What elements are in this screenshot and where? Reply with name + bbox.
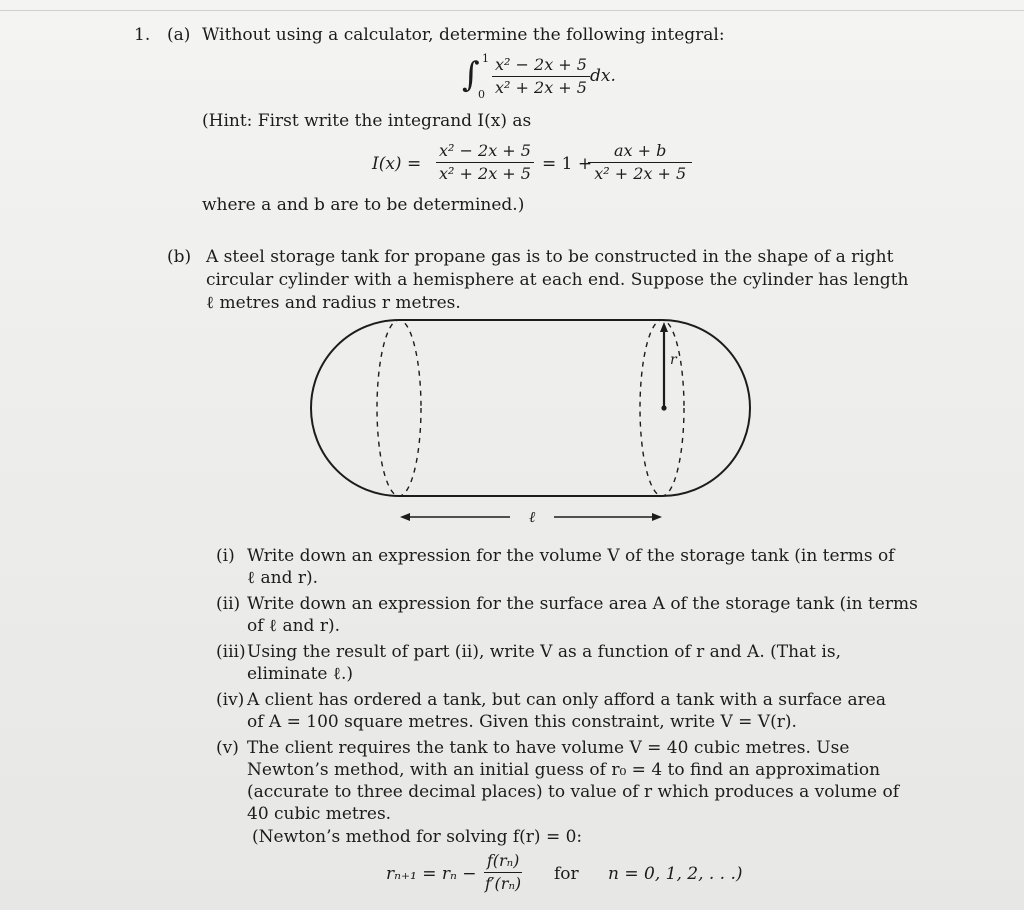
radius-center-dot — [661, 405, 666, 410]
newton-lhs: rₙ₊₁ = rₙ − — [386, 864, 477, 884]
sub-item-line: The client requires the tank to have volume V = 40 cubic metres. Use — [247, 738, 850, 758]
sub-item-tag: (iii) — [216, 642, 246, 662]
part-a-label: (a) — [167, 25, 191, 45]
sub-item-tag: (ii) — [216, 594, 241, 614]
sub-item-tag: (iv) — [216, 690, 245, 710]
sub-item-i — [216, 545, 895, 591]
sub-item-line: Using the result of part (ii), write V as a function of r and A. (That is, — [247, 642, 841, 662]
part-a-intro: Without using a calculator, determine the following integral: — [202, 25, 725, 45]
hint-intro: (Hint: First write the integrand I(x) as — [202, 111, 532, 131]
sub-item-line: of ℓ and r). — [247, 616, 341, 636]
hint-equation — [372, 140, 702, 192]
newton-denominator: f′(rₙ) — [485, 874, 522, 893]
newton-equation — [386, 850, 743, 900]
sub-item-line: eliminate ℓ.) — [247, 664, 354, 684]
hint-outro: where a and b are to be determined.) — [202, 195, 525, 215]
hint-denominator-2: x² + 2x + 5 — [594, 164, 687, 183]
left-cross-section — [377, 320, 421, 496]
sub-items-list — [216, 545, 918, 827]
sub-item-line: (accurate to three decimal places) to value of r which produces a volume of — [247, 782, 900, 802]
hint-fraction-1 — [436, 142, 534, 183]
newton-intro: (Newton’s method for solving f(r) = 0: — [252, 827, 583, 847]
part-b-line-3: ℓ metres and radius r metres. — [206, 293, 461, 313]
integrand-numerator: x² − 2x + 5 — [492, 56, 590, 77]
newton-fraction — [482, 852, 524, 893]
newton-range: n = 0, 1, 2, . . .) — [608, 864, 743, 884]
sub-item-v — [216, 737, 900, 827]
radius-arrowhead — [660, 322, 668, 332]
newton-numerator: f(rₙ) — [484, 852, 523, 873]
length-arrowhead-left — [400, 513, 410, 521]
length-arrowhead-right — [652, 513, 662, 521]
question-number: 1. — [134, 25, 151, 45]
length-label: ℓ — [529, 508, 536, 526]
sub-item-line: A client has ordered a tank, but can only afford a tank with a surface area — [247, 690, 886, 710]
sub-item-line: ℓ and r). — [247, 568, 319, 588]
integrand-fraction — [492, 56, 590, 97]
hint-fraction-2 — [588, 142, 692, 183]
tank-outline — [311, 320, 750, 496]
sub-item-line: Write down an expression for the surface area A of the storage tank (in terms — [247, 594, 918, 614]
hint-lhs: I(x) = — [372, 154, 422, 174]
radius-label: r — [670, 352, 677, 368]
integral-upper-limit: 1 — [482, 52, 489, 65]
sub-item-line: Write down an expression for the volume V of the storage tank (in terms of — [247, 546, 895, 566]
part-b-line-1: A steel storage tank for propane gas is to be constructed in the shape of a right — [206, 247, 894, 267]
integral-sign: ∫ — [462, 55, 480, 95]
top-rule — [0, 10, 1024, 11]
sub-item-line: Newton’s method, with an initial guess of r₀ = 4 to find an approximation — [247, 760, 881, 780]
sub-item-line: of A = 100 square metres. Given this constraint, write V = V(r). — [247, 712, 797, 732]
sub-item-iii — [216, 641, 866, 687]
sub-item-tag: (v) — [216, 738, 239, 758]
tank-diagram — [300, 312, 770, 530]
hint-middle: = 1 + — [542, 154, 593, 174]
hint-numerator-1: x² − 2x + 5 — [436, 142, 534, 163]
integral-differential: dx. — [590, 66, 616, 86]
sub-item-tag: (i) — [216, 546, 235, 566]
part-b-label: (b) — [167, 247, 192, 267]
hint-numerator-2: ax + b — [588, 142, 692, 163]
integrand-denominator: x² + 2x + 5 — [495, 78, 587, 97]
hint-denominator-1: x² + 2x + 5 — [439, 164, 531, 183]
integral-lower-limit: 0 — [478, 88, 485, 101]
sub-item-iv — [216, 689, 886, 735]
newton-for: for — [554, 864, 579, 884]
part-b-line-2: circular cylinder with a hemisphere at each end. Suppose the cylinder has length — [206, 270, 909, 290]
sub-item-line: 40 cubic metres. — [247, 804, 392, 824]
sub-item-ii — [216, 593, 918, 639]
